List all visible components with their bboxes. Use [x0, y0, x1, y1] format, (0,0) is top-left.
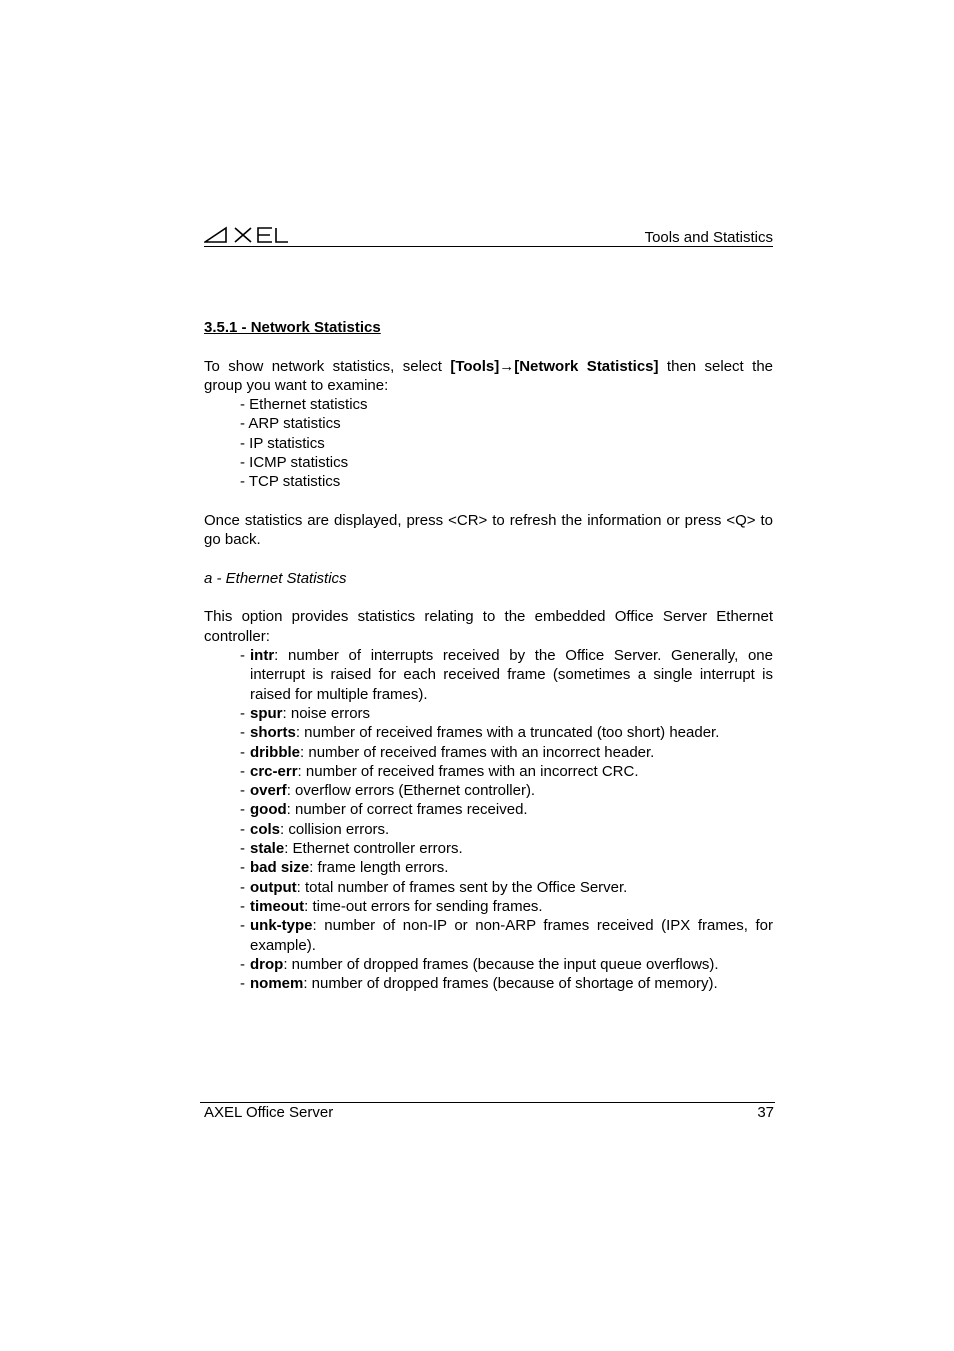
- item-desc: : overflow errors (Ethernet controller).: [286, 782, 536, 800]
- list-item: - spur: noise errors: [240, 704, 371, 722]
- list-item: - IP statistics: [240, 434, 325, 452]
- item-term: drop: [250, 955, 284, 973]
- list-item: - cols: collision errors.: [240, 820, 390, 838]
- page-number: 37: [757, 1104, 774, 1121]
- statistics-group-list: [204, 395, 773, 491]
- list-item: - Ethernet statistics: [240, 396, 368, 414]
- item-term: stale: [250, 840, 285, 858]
- item-term: overf: [250, 782, 287, 800]
- item-desc: : noise errors: [282, 704, 371, 722]
- item-desc: : Ethernet controller errors.: [284, 840, 463, 858]
- list-item: - nomem: number of dropped frames (because of shortage of memory).: [240, 975, 718, 993]
- item-desc: : total number of frames sent by the Office Server.: [296, 878, 628, 896]
- subsection-intro: This option provides statistics relating to the embedded Office Server Ethernet controller:: [204, 608, 773, 645]
- item-term: nomem: [250, 975, 304, 993]
- item-desc: : number of received frames with an incorrect header.: [300, 743, 655, 761]
- menu-path-network-statistics: [Network Statistics]: [514, 357, 659, 375]
- subsection-title: a - Ethernet Statistics: [204, 569, 347, 587]
- menu-path-tools: [Tools]: [450, 357, 500, 375]
- list-item: - overf: overflow errors (Ethernet controller).: [240, 782, 536, 800]
- item-term: good: [250, 801, 287, 819]
- list-item: - bad size: frame length errors.: [240, 859, 449, 877]
- ethernet-statistics-list: [204, 646, 773, 993]
- list-item: - stale: Ethernet controller errors.: [240, 840, 463, 858]
- item-desc: : number of dropped frames (because of shortage of memory).: [303, 975, 718, 993]
- item-desc: : number of interrupts received by the Office Server. Generally, one interrupt is raised for each received frame (sometimes a single interrupt is raised for multiple frames).: [250, 647, 773, 703]
- section-title: 3.5.1 - Network Statistics: [204, 319, 381, 336]
- list-item: - ARP statistics: [240, 415, 341, 433]
- arrow-icon: →: [499, 357, 515, 375]
- item-desc: : number of correct frames received.: [286, 801, 528, 819]
- page-footer: [200, 1102, 775, 1121]
- item-desc: : number of received frames with an incorrect CRC.: [297, 762, 639, 780]
- item-term: spur: [250, 704, 283, 722]
- item-term: crc-err: [250, 762, 298, 780]
- list-item: - shorts: number of received frames with a truncated (too short) header.: [240, 724, 720, 742]
- item-term: unk-type: [250, 917, 313, 935]
- list-item: - intr: number of interrupts received by the Office Server. Generally, one interrupt is raised for each received frame (sometimes a single interrupt is raised for multiple frames).: [240, 647, 773, 703]
- item-term: output: [250, 878, 297, 896]
- intro-prefix: To show network statistics, select: [204, 357, 451, 375]
- list-item: - crc-err: number of received frames with an incorrect CRC.: [240, 762, 639, 780]
- item-desc: : number of non-IP or non-ARP frames received (IPX frames, for example).: [250, 917, 773, 954]
- list-item: - dribble: number of received frames with an incorrect header.: [240, 743, 655, 761]
- main-content: [204, 318, 773, 993]
- item-term: timeout: [250, 897, 305, 915]
- item-term: cols: [250, 820, 281, 838]
- list-item: - TCP statistics: [240, 473, 341, 491]
- section-intro: [204, 357, 773, 396]
- list-item: - output: total number of frames sent by the Office Server.: [240, 878, 628, 896]
- item-term: bad size: [250, 859, 310, 877]
- list-item: - drop: number of dropped frames (because the input queue overflows).: [240, 955, 719, 973]
- item-desc: : collision errors.: [280, 820, 390, 838]
- list-item: - timeout: time-out errors for sending frames.: [240, 897, 543, 915]
- axel-logo-icon: [204, 226, 288, 248]
- item-term: dribble: [250, 743, 301, 761]
- item-desc: : frame length errors.: [309, 859, 449, 877]
- item-desc: : number of dropped frames (because the input queue overflows).: [283, 955, 719, 973]
- list-item: - ICMP statistics: [240, 454, 349, 472]
- item-desc: : time-out errors for sending frames.: [304, 897, 543, 915]
- page-header: [204, 224, 773, 247]
- item-desc: : number of received frames with a truncated (too short) header.: [295, 724, 720, 742]
- item-term: shorts: [250, 724, 296, 742]
- intro-suffix: then select the group you want to examine:: [204, 357, 773, 394]
- footer-product: AXEL Office Server: [204, 1104, 334, 1121]
- axel-logo-graphic: [204, 226, 288, 244]
- header-title: Tools and Statistics: [644, 229, 773, 246]
- item-term: intr: [250, 647, 275, 665]
- list-item: - good: number of correct frames received.: [240, 801, 528, 819]
- refresh-note: Once statistics are displayed, press <CR> to refresh the information or press <Q> to go back.: [204, 511, 773, 549]
- list-item: - unk-type: number of non-IP or non-ARP frames received (IPX frames, for example).: [240, 917, 773, 954]
